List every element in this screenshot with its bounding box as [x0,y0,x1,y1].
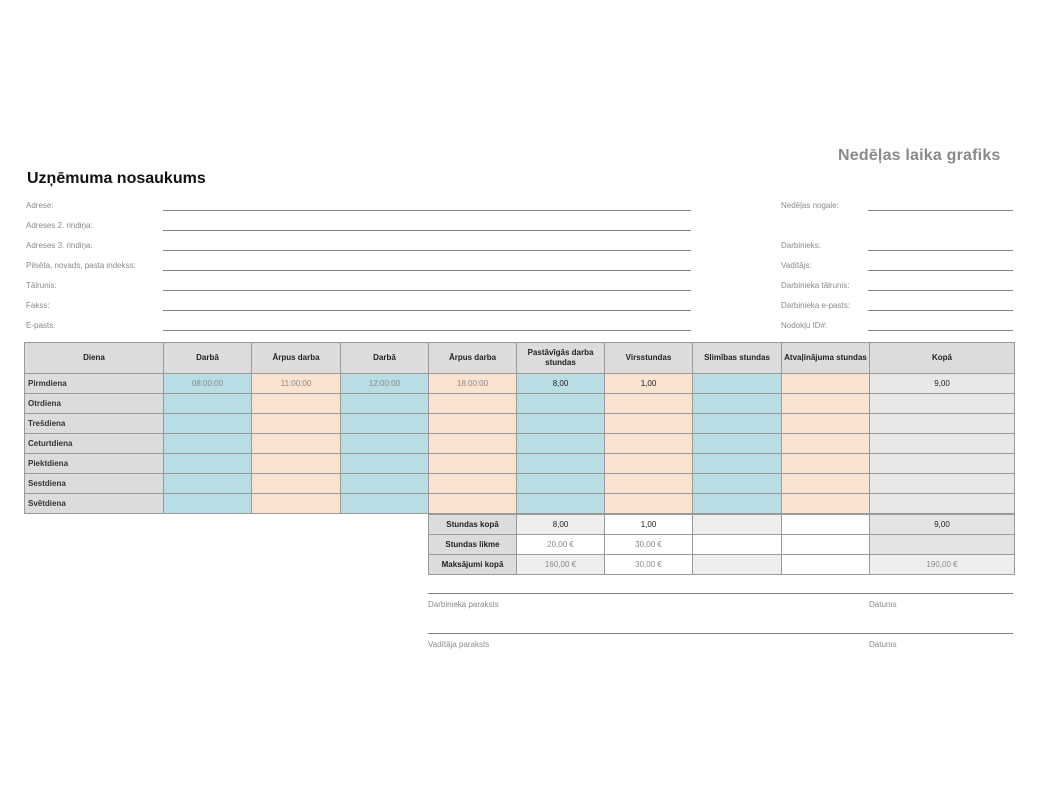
vacation-hours-cell[interactable] [782,474,870,494]
day-cell: Otrdiena [25,394,164,414]
sick-hours-cell[interactable] [693,474,782,494]
address2-line[interactable] [163,230,691,231]
header-regular-hours: Pastāvīgās darba stundas [517,343,605,374]
fax-label: Fakss: [26,301,50,310]
total-cell [870,494,1015,514]
time-in-1-cell[interactable] [164,414,252,434]
regular-hours-cell[interactable] [517,454,605,474]
time-out-2-cell[interactable] [429,494,517,514]
overtime-cell[interactable] [605,434,693,454]
manager-signature-label: Vadītāja paraksts [428,640,490,649]
summary-overtime-pay: 30,00 € [605,555,693,575]
overtime-cell[interactable] [605,474,693,494]
city-line[interactable] [163,270,691,271]
time-out-1-cell[interactable] [252,414,341,434]
table-row [25,414,1015,434]
overtime-cell[interactable] [605,494,693,514]
time-out-2-cell[interactable]: 18:00:00 [429,374,517,394]
regular-hours-cell[interactable] [517,434,605,454]
time-in-1-cell[interactable] [164,494,252,514]
day-cell: Trešdiena [25,414,164,434]
vacation-hours-cell[interactable] [782,374,870,394]
summary-sick-pay [693,555,782,575]
employee-email-line[interactable] [868,310,1013,311]
vacation-hours-cell[interactable] [782,454,870,474]
employee-phone-label: Darbinieka tālrunis: [781,281,850,290]
sick-hours-cell[interactable] [693,414,782,434]
vacation-hours-cell[interactable] [782,494,870,514]
time-in-2-cell[interactable] [341,414,429,434]
phone-label: Tālrunis: [26,281,57,290]
day-cell: Piektdiena [25,454,164,474]
header-sick-hours: Slimības stundas [693,343,782,374]
table-row [25,474,1015,494]
header-day: Diena [25,343,164,374]
fax-line[interactable] [163,310,691,311]
manager-line[interactable] [868,270,1013,271]
summary-vacation-pay [782,555,870,575]
summary-label: Maksājumi kopā [429,555,517,575]
time-in-1-cell[interactable] [164,454,252,474]
time-out-2-cell[interactable] [429,394,517,414]
employee-signature-label: Darbinieka paraksts [428,600,499,609]
summary-regular-pay: 160,00 € [517,555,605,575]
overtime-cell[interactable] [605,414,693,434]
document-title: Nedēļas laika grafiks [838,147,1001,164]
time-out-2-cell[interactable] [429,434,517,454]
email-line[interactable] [163,330,691,331]
timesheet-table [24,342,1015,514]
table-row [25,394,1015,414]
summary-regular: 8,00 [517,515,605,535]
time-in-2-cell[interactable] [341,454,429,474]
header-overtime: Virsstundas [605,343,693,374]
overtime-cell[interactable] [605,394,693,414]
summary-table [428,514,1015,575]
total-cell [870,474,1015,494]
time-out-1-cell[interactable] [252,474,341,494]
vacation-hours-cell[interactable] [782,394,870,414]
address-label: Adrese: [26,201,54,210]
time-in-1-cell[interactable] [164,474,252,494]
email-label: E-pasts: [26,321,56,330]
sick-hours-cell[interactable] [693,394,782,414]
time-out-1-cell[interactable] [252,454,341,474]
total-cell [870,414,1015,434]
tax-id-label: Nodokļu ID#: [781,321,828,330]
regular-hours-cell[interactable] [517,494,605,514]
total-cell [870,454,1015,474]
total-cell: 9,00 [870,374,1015,394]
employee-line[interactable] [868,250,1013,251]
summary-sick-rate[interactable] [693,535,782,555]
total-cell [870,434,1015,454]
regular-hours-cell[interactable] [517,414,605,434]
header-time-in-2: Darbā [341,343,429,374]
sick-hours-cell[interactable] [693,454,782,474]
time-in-1-cell[interactable]: 08:00:00 [164,374,252,394]
address-line[interactable] [163,210,691,211]
table-row [25,374,1015,394]
regular-hours-cell[interactable]: 8,00 [517,374,605,394]
time-in-1-cell[interactable] [164,394,252,414]
overtime-cell[interactable] [605,454,693,474]
employee-date-label: Datums [869,600,897,609]
summary-overtime: 1,00 [605,515,693,535]
employee-signature-line[interactable] [428,593,1013,594]
time-in-2-cell[interactable] [341,394,429,414]
time-out-1-cell[interactable] [252,394,341,414]
week-ending-label: Nedēļas nogale: [781,201,839,210]
day-cell: Svētdiena [25,494,164,514]
summary-vacation [782,515,870,535]
time-in-1-cell[interactable] [164,434,252,454]
time-in-2-cell[interactable]: 12:00:00 [341,374,429,394]
time-out-1-cell[interactable]: 11:00:00 [252,374,341,394]
day-cell: Pirmdiena [25,374,164,394]
employee-phone-line[interactable] [868,290,1013,291]
summary-row-pay [429,555,1015,575]
header-total: Kopā [870,343,1015,374]
time-in-2-cell[interactable] [341,494,429,514]
time-in-2-cell[interactable] [341,434,429,454]
summary-label: Stundas likme [429,535,517,555]
header-time-out-1: Ārpus darba [252,343,341,374]
tax-id-line[interactable] [868,330,1013,331]
employee-email-label: Darbinieka e-pasts: [781,301,850,310]
day-cell: Ceturtdiena [25,434,164,454]
employee-label: Darbinieks: [781,241,822,250]
table-row [25,434,1015,454]
time-out-2-cell[interactable] [429,414,517,434]
sick-hours-cell[interactable] [693,494,782,514]
sick-hours-cell[interactable] [693,374,782,394]
time-out-2-cell[interactable] [429,454,517,474]
regular-hours-cell[interactable] [517,474,605,494]
week-ending-line[interactable] [868,210,1013,211]
regular-hours-cell[interactable] [517,394,605,414]
header-time-out-2: Ārpus darba [429,343,517,374]
city-label: Pilsēta, novads, pasta indekss: [26,261,136,270]
total-cell [870,394,1015,414]
summary-regular-rate[interactable]: 20,00 € [517,535,605,555]
summary-vacation-rate[interactable] [782,535,870,555]
header-row [25,343,1015,374]
summary-row-rate [429,535,1015,555]
summary-row-total-hours [429,515,1015,535]
time-out-2-cell[interactable] [429,474,517,494]
summary-total-pay: 190,00 € [870,555,1015,575]
time-out-1-cell[interactable] [252,434,341,454]
time-in-2-cell[interactable] [341,474,429,494]
summary-total: 9,00 [870,515,1015,535]
address3-line[interactable] [163,250,691,251]
day-cell: Sestdiena [25,474,164,494]
address3-label: Adreses 3. rindiņa: [26,241,93,250]
address2-label: Adreses 2. rindiņa: [26,221,93,230]
sick-hours-cell[interactable] [693,434,782,454]
header-vacation-hours: Atvaļinājuma stundas [782,343,870,374]
time-out-1-cell[interactable] [252,494,341,514]
summary-overtime-rate[interactable]: 30,00 € [605,535,693,555]
summary-total-rate [870,535,1015,555]
phone-line[interactable] [163,290,691,291]
header-time-in-1: Darbā [164,343,252,374]
company-name: Uzņēmuma nosaukums [27,170,206,187]
table-row [25,454,1015,474]
vacation-hours-cell[interactable] [782,414,870,434]
manager-signature-line[interactable] [428,633,1013,634]
vacation-hours-cell[interactable] [782,434,870,454]
table-row [25,494,1015,514]
summary-label: Stundas kopā [429,515,517,535]
manager-date-label: Datums [869,640,897,649]
summary-sick [693,515,782,535]
manager-label: Vadītājs: [781,261,812,270]
overtime-cell[interactable]: 1,00 [605,374,693,394]
